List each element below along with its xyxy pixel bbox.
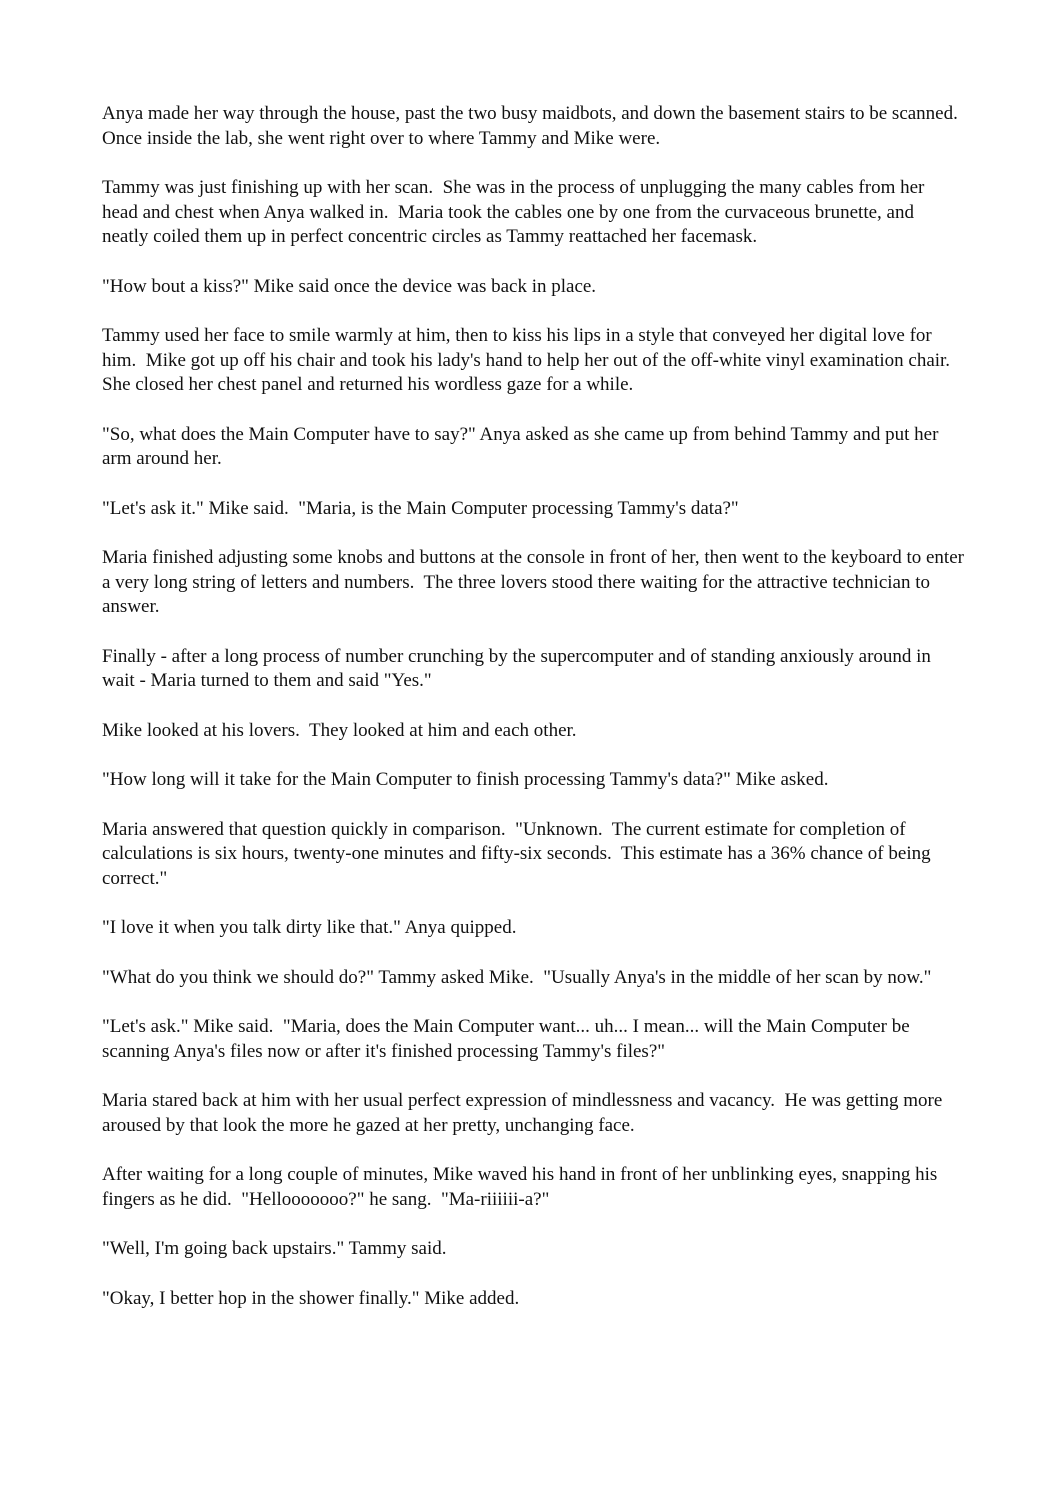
paragraph: Anya made her way through the house, past the two busy maidbots, and down the basement stairs to be scanned. Once inside the lab, she went right over to where Tammy and Mike were. bbox=[102, 103, 968, 149]
paragraph: "I love it when you talk dirty like that." Anya quipped. bbox=[102, 917, 517, 938]
paragraph: Mike looked at his lovers. They looked at him and each other. bbox=[102, 719, 577, 741]
paragraph: "Okay, I better hop in the shower finally." Mike added. bbox=[102, 1287, 520, 1309]
paragraph: Tammy was just finishing up with her scan. She was in the process of unplugging the many cables from her head and chest when Anya walked in. Maria took the cables one by one from the curvaceous brunette, and neatly coiled them up in perfect concentric circles as Tammy reattached her facemask. bbox=[102, 177, 930, 247]
paragraph: "Let's ask it." Mike said. "Maria, is the Main Computer processing Tammy's data?" bbox=[102, 497, 739, 519]
document-body bbox=[102, 102, 969, 1336]
paragraph: "What do you think we should do?" Tammy asked Mike. "Usually Anya's in the middle of her scan by now." bbox=[102, 966, 932, 988]
paragraph: Maria finished adjusting some knobs and buttons at the console in front of her, then went to the keyboard to enter a very long string of letters and numbers. The three lovers stood there waiting for the attractive technician to answer. bbox=[102, 547, 969, 617]
paragraph: Finally - after a long process of number crunching by the supercomputer and of standing anxiously around in wait - Maria turned to them and said "Yes." bbox=[102, 645, 936, 691]
paragraph: Tammy used her face to smile warmly at him, then to kiss his lips in a style that conveyed her digital love for him. Mike got up off his chair and took his lady's hand to help her out of the off-white vinyl examination chair. She closed her chest panel and returned his wordless gaze for a while. bbox=[102, 325, 960, 395]
paragraph: Maria answered that question quickly in comparison. "Unknown. The current estimate for completion of calculations is six hours, twenty-one minutes and fifty-six seconds. This estimate has a 36% chance of being correct." bbox=[102, 818, 936, 889]
paragraph: "Well, I'm going back upstairs." Tammy said. bbox=[102, 1238, 447, 1259]
paragraph: "So, what does the Main Computer have to say?" Anya asked as she came up from behind Tammy and put her arm around her. bbox=[102, 423, 944, 469]
paragraph: "Let's ask." Mike said. "Maria, does the Main Computer want... uh... I mean... will the Main Computer be scanning Anya's files now or after it's finished processing Tammy's files?" bbox=[102, 1016, 915, 1062]
paragraph: Maria stared back at him with her usual perfect expression of mindlessness and vacancy. He was getting more aroused by that look the more he gazed at her pretty, unchanging face. bbox=[102, 1090, 948, 1136]
paragraph: "How bout a kiss?" Mike said once the device was back in place. bbox=[102, 275, 597, 297]
paragraph: After waiting for a long couple of minutes, Mike waved his hand in front of her unblinking eyes, snapping his fingers as he did. "Hellooooooo?" he sang. "Ma-riiiiii-a?" bbox=[102, 1164, 943, 1210]
paragraph: "How long will it take for the Main Computer to finish processing Tammy's data?" Mike asked. bbox=[102, 769, 829, 790]
